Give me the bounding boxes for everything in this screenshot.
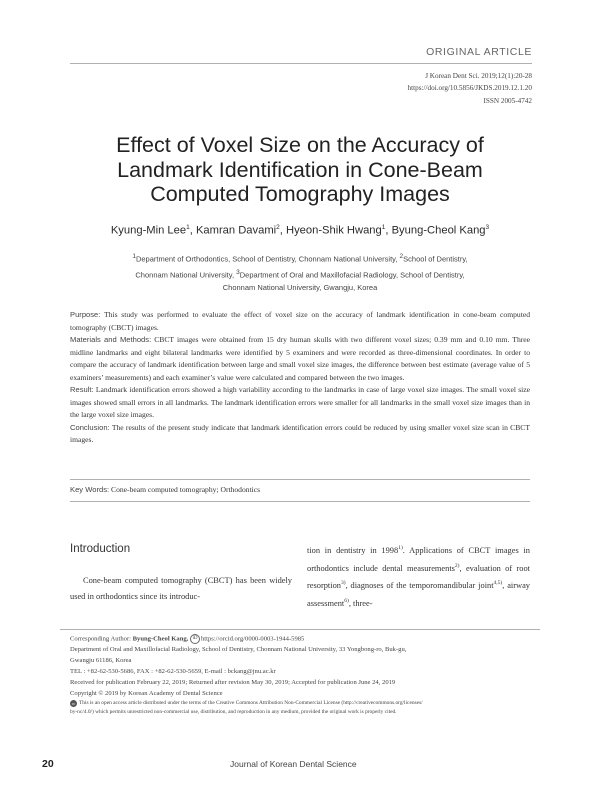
author-affil-sup: 1 <box>186 224 190 231</box>
keywords-divider-bottom <box>70 501 530 502</box>
article-type-label: ORIGINAL ARTICLE <box>426 46 532 58</box>
title-line: Computed Tomography Images <box>150 182 450 206</box>
author-name: Hyeon-Shik Hwang <box>285 224 382 237</box>
intro-left-column: Cone-beam computed tomography (CBCT) has been widely used in orthodontics since its introduc- <box>70 576 292 601</box>
footnote-divider <box>60 629 540 630</box>
citation-ref[interactable]: 2) <box>454 562 460 569</box>
abstract-result <box>70 384 530 422</box>
section-heading-introduction: Introduction <box>70 543 131 555</box>
copyright: Copyright © 2019 by Korean Academy of Dental Science <box>70 689 223 697</box>
intro-right-column <box>307 541 530 611</box>
citation-ref[interactable]: 1) <box>398 545 403 551</box>
contact-info: TEL : +82-62-530-5686, FAX : +82-62-530-5659, E-mail : bckang@jnu.ac.kr <box>70 667 276 675</box>
license-text: by-nc/4.0/) which permits unrestricted non-commercial use, distribution, and reproduction in any medium, provided the original work is properly cited. <box>70 708 397 715</box>
citation-ref[interactable]: 6) <box>344 597 349 604</box>
abstract-label: Purpose: <box>70 310 101 319</box>
publication-dates: Received for publication February 22, 2019; Returned after revision May 30, 2019; Accepted for publication June 24, 2019 <box>70 678 396 686</box>
address-line: Gwangju 61186, Korea <box>70 657 132 665</box>
body-text: , diagnoses of the temporomandibular joint <box>345 580 494 590</box>
header-divider <box>70 63 532 64</box>
title-line: Effect of Voxel Size on the Accuracy of <box>116 133 484 157</box>
doi-link[interactable]: https://doi.org/10.5856/JKDS.2019.12.1.20 <box>407 84 532 93</box>
affil-sup: 2 <box>399 253 404 260</box>
author-affil-sup: 3 <box>485 224 490 231</box>
body-text: . Applications of CBCT images in orthodontics include dental measurements <box>307 545 530 573</box>
issn: ISSN 2005-4742 <box>483 96 532 105</box>
abstract-label: Result: <box>70 385 94 394</box>
orcid-link[interactable]: https://orcid.org/0000-0003-1944-5985 <box>201 635 305 643</box>
address-line: Department of Oral and Maxillofacial Radiology, School of Dentistry, Chonnam National University, 33 Yongbong-ro, Buk-gu, <box>70 646 407 654</box>
author-name: Byung-Cheol Kang <box>391 224 486 237</box>
author-name: Kamran Davami <box>195 224 277 237</box>
affil-sup: 3 <box>236 268 240 276</box>
author-list: Kyung-Min Lee$^1$, Kamran Davami$^2$, Hyeon-Shik Hwang$^1$, Byung-Cheol Kang$^3$ <box>110 224 490 237</box>
affiliations <box>86 250 514 294</box>
abstract <box>70 309 530 447</box>
creative-commons-icon: cc <box>71 700 76 706</box>
abstract-text: CBCT images were obtained from 15 dry human skulls with two different voxel sizes; 0.39 mm and 0.10 mm. Three midline landmarks and eight bilateral landmarks were identified by 5 examiners and were recorded as three-dimensional coordinates. In order to compare the accuracy of landmark identification between large and small voxel size images, the difference between best estimate (average value of 5 examiners’ measurements) and each examiner’s value were calculated and compared between the two images. <box>70 335 531 382</box>
title-line: Landmark Identification in Cone-Beam <box>117 157 483 182</box>
abstract-purpose <box>70 309 530 334</box>
journal-name-footer: Journal of Korean Dental Science <box>230 759 357 769</box>
affil-text: Department of Orthodontics, School of Dentistry, Chonnam National University, <box>135 254 400 264</box>
author-name: Kyung-Min Lee <box>110 224 187 237</box>
affil-text: School of Dentistry, <box>403 254 468 264</box>
footnote <box>70 634 532 716</box>
keywords-label: Key Words: <box>70 485 110 494</box>
affil-text: Chonnam National University, Gwangju, Korea <box>222 283 378 292</box>
body-text: , airway assessment <box>307 580 530 608</box>
corresponding-name: Byung-Cheol Kang, <box>132 635 189 643</box>
page-number: 20 <box>42 758 54 770</box>
body-text: , evaluation of root resorption <box>307 563 530 590</box>
author-affil-sup: 2 <box>276 224 280 231</box>
keywords-divider-top <box>70 479 530 480</box>
citation-meta <box>408 70 532 107</box>
license <box>70 699 532 707</box>
abstract-methods <box>70 334 530 384</box>
keywords <box>70 485 260 494</box>
citation: J Korean Dent Sci. 2019;12(1):20-28 <box>425 72 532 80</box>
citation-ref[interactable]: 3) <box>340 580 346 587</box>
corresponding-label: Corresponding Author: <box>70 635 133 643</box>
abstract-label: Conclusion: <box>70 422 110 432</box>
author-affil-sup: 1 <box>381 224 386 231</box>
article-title <box>60 133 540 207</box>
abstract-text: Landmark identification errors showed a high variability according to the landmarks in case of large voxel size images. The small voxel size images showed small errors in all landmarks. The landmark identification errors were smaller for all landmarks in the small voxel size images than in the large voxel size images. <box>70 385 530 419</box>
license-text: This is an open access article distributed under the terms of the Creative Commons Attribution Non-Commercial License (http://creativecommons.org/licenses/ <box>79 700 423 707</box>
abstract-text: The results of the present study indicate that landmark identification errors could be reduced by using smaller voxel size scan in CBCT images. <box>70 422 530 444</box>
affil-text: Department of Oral and Maxillofacial Radiology, School of Dentistry, <box>239 270 465 279</box>
abstract-label: Materials and Methods: <box>70 335 152 344</box>
affil-text: Chonnam National University, <box>135 270 237 279</box>
affil-sup: 1 <box>132 253 136 260</box>
abstract-conclusion <box>70 422 530 447</box>
body-text: , three- <box>348 598 373 608</box>
keywords-text: Cone-beam computed tomography; Orthodontics <box>109 485 261 494</box>
body-text: tion in dentistry in 1998 <box>307 545 399 555</box>
citation-ref[interactable]: 4,5) <box>493 580 503 587</box>
abstract-text: This study was performed to evaluate the effect of voxel size on the accuracy of landmark identification in cone-beam computed tomography (CBCT) images. <box>70 310 530 332</box>
corresponding-author <box>70 634 532 645</box>
orcid-icon: iD <box>190 634 200 644</box>
